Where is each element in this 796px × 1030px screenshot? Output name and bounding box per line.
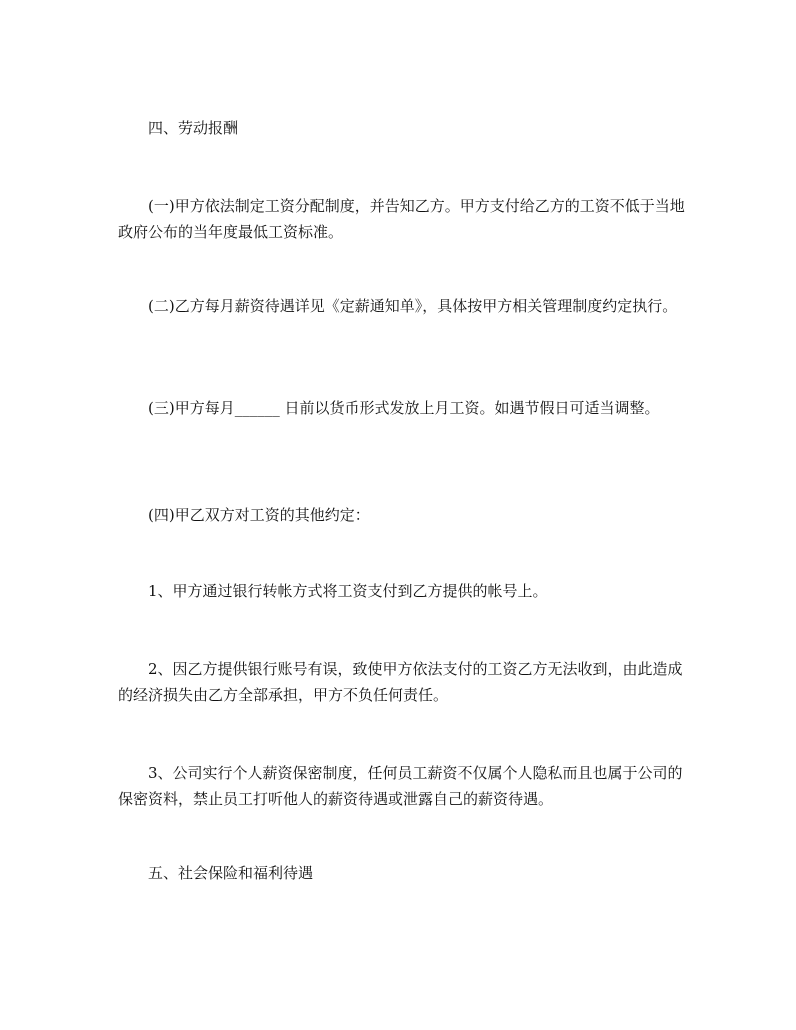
list-item-account-error: 2、因乙方提供银行账号有误，致使甲方依法支付的工资乙方无法收到，由此造成的经济损失由乙方全部承担，甲方不负任何责任。 xyxy=(118,660,683,704)
paragraph-other-agreements: (四)甲乙双方对工资的其他约定： xyxy=(148,506,370,524)
list-item-salary-confidentiality: 3、公司实行个人薪资保密制度，任何员工薪资不仅属个人隐私而且也属于公司的保密资料，禁止员工打听他人的薪资待遇或泄露自己的薪资待遇。 xyxy=(118,764,683,808)
section-5-heading: 五、社会保险和福利待遇 xyxy=(148,864,314,882)
section-4-heading: 四、劳动报酬 xyxy=(148,119,239,137)
list-item-bank-transfer: 1、甲方通过银行转帐方式将工资支付到乙方提供的帐号上。 xyxy=(148,582,548,600)
paragraph-salary-notice: (二)乙方每月薪资待遇详见《定薪通知单》，具体按甲方相关管理制度约定执行。 xyxy=(148,297,678,315)
paragraph-payday: (三)甲方每月______ 日前以货币形式发放上月工资。如遇节假日可适当调整。 xyxy=(148,399,660,417)
paragraph-wage-system: (一)甲方依法制定工资分配制度，并告知乙方。甲方支付给乙方的工资不低于当地政府公布的当年度最低工资标准。 xyxy=(118,197,685,241)
